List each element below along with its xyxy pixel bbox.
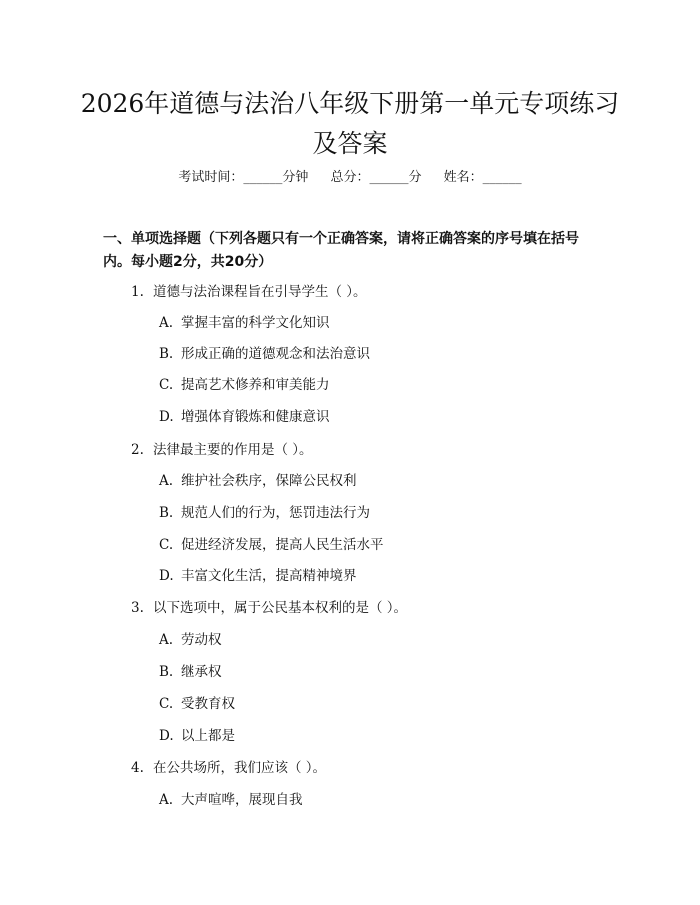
option-text: 促进经济发展，提高人民生活水平 [181,537,384,553]
option-text: 增强体育锻炼和健康意识 [181,409,330,425]
option-text: 形成正确的道德观念和法治意识 [181,346,370,362]
option-text: 掌握丰富的科学文化知识 [181,315,330,331]
question-number: 2. [131,442,144,458]
option-letter: A. [159,632,174,648]
question-1-option-d [159,407,330,427]
question-2-option-c [159,535,384,555]
option-letter: B. [159,664,174,680]
question-number: 4. [131,760,144,776]
option-letter: C. [159,377,174,393]
question-2-option-d [159,566,357,586]
question-1-option-b [159,344,370,364]
option-letter: B. [159,505,174,521]
option-text: 继承权 [181,664,222,680]
question-2-option-b [159,503,370,523]
option-letter: C. [159,696,174,712]
option-letter: D. [159,728,174,744]
document-title: 2026年道德与法治八年级下册第一单元专项练习及答案 [80,89,620,158]
option-text: 提高艺术修养和审美能力 [181,377,330,393]
question-3-option-d [159,726,235,746]
option-text: 丰富文化生活，提高精神境界 [181,568,357,584]
question-4 [131,758,326,778]
option-letter: C. [159,537,174,553]
exam-time-field: 考试时间：______分钟 [178,170,309,185]
option-letter: A. [159,315,174,331]
section-heading: 一、单项选择题（下列各题只有一个正确答案，请将正确答案的序号填在括号内。每小题2分，共20分） [103,231,579,270]
question-number: 3. [131,600,144,616]
question-number: 1. [131,284,144,300]
question-3-option-a [159,630,222,650]
question-1-option-c [159,375,330,395]
option-text: 以上都是 [181,728,235,744]
question-1-option-a [159,313,330,333]
option-text: 维护社会秩序，保障公民权利 [181,473,357,489]
option-letter: D. [159,568,174,584]
option-letter: B. [159,346,174,362]
question-1 [131,282,367,302]
option-letter: A. [159,792,174,808]
option-text: 规范人们的行为，惩罚违法行为 [181,505,370,521]
question-4-option-a [159,790,303,810]
exam-meta-line [0,168,700,188]
question-3-option-b [159,662,222,682]
question-3 [131,598,407,618]
student-name-field: 姓名：______ [443,170,522,185]
option-letter: A. [159,473,174,489]
option-text: 受教育权 [181,696,235,712]
question-2-option-a [159,471,357,491]
option-letter: D. [159,409,174,425]
question-3-option-c [159,694,235,714]
total-score-field: 总分：______分 [330,170,422,185]
option-text: 大声喧哗，展现自我 [181,792,303,808]
question-text: 在公共场所，我们应该（ ）。 [153,760,327,776]
option-text: 劳动权 [181,632,222,648]
question-text: 法律最主要的作用是（ ）。 [153,442,313,458]
question-text: 道德与法治课程旨在引导学生（ ）。 [153,284,367,300]
question-2 [131,440,313,460]
question-text: 以下选项中，属于公民基本权利的是（ ）。 [153,600,408,616]
